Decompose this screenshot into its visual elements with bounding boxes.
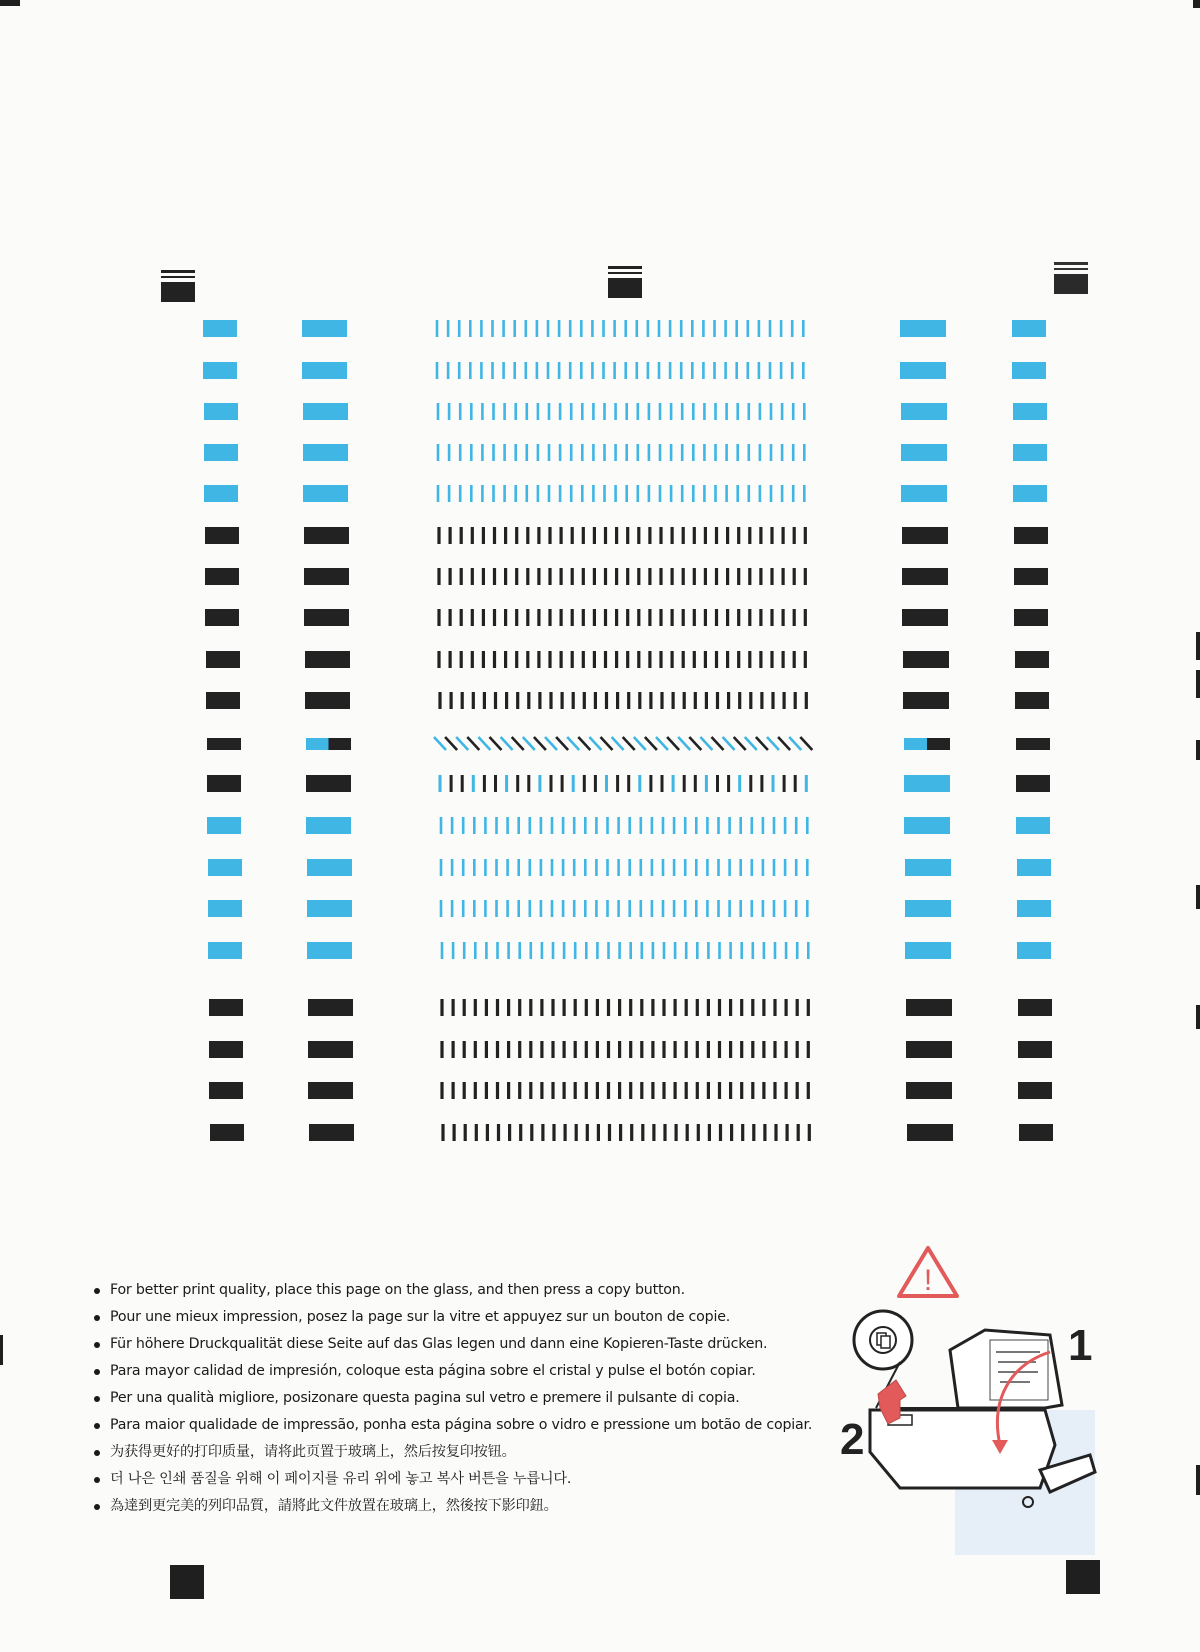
alignment-block <box>305 651 350 668</box>
comb-line <box>445 737 457 750</box>
alignment-block <box>308 999 353 1016</box>
alignment-block <box>902 568 948 585</box>
alignment-block <box>902 527 948 544</box>
comb-line <box>734 737 746 750</box>
alignment-block <box>903 651 949 668</box>
comb-line <box>434 737 446 750</box>
alignment-block <box>1012 362 1046 379</box>
alignment-block <box>308 1041 353 1058</box>
comb-line <box>589 737 601 750</box>
alignment-block <box>307 942 352 959</box>
alignment-block <box>304 527 349 544</box>
alignment-block <box>210 1124 244 1141</box>
alignment-block <box>1013 403 1047 420</box>
alignment-block <box>1016 817 1050 834</box>
edge-mark <box>1196 1465 1200 1495</box>
alignment-block <box>209 1082 243 1099</box>
comb-line <box>756 737 768 750</box>
comb-line <box>723 737 735 750</box>
instruction-es: Para mayor calidad de impresión, coloque esta página sobre el cristal y pulse el botón copiar. <box>92 1358 852 1385</box>
instruction-list <box>92 1277 852 1520</box>
instruction-pt: Para maior qualidade de impressão, ponha esta página sobre o vidro e pressione um botão de copiar. <box>92 1412 852 1439</box>
comb-line <box>700 737 712 750</box>
alignment-block <box>1014 568 1048 585</box>
comb-line <box>789 737 801 750</box>
alignment-block <box>302 320 347 337</box>
alignment-block <box>1016 775 1050 792</box>
comb-line <box>578 737 590 750</box>
alignment-block <box>205 527 239 544</box>
alignment-block <box>309 1124 354 1141</box>
alignment-block <box>901 485 947 502</box>
alignment-block <box>208 859 242 876</box>
comb-line <box>523 737 535 750</box>
instruction-fr: Pour une mieux impression, posez la page sur la vitre et appuyez sur un bouton de copie. <box>92 1304 852 1331</box>
edge-mark-left <box>0 1335 3 1365</box>
alignment-block <box>906 1041 952 1058</box>
alignment-block <box>304 609 349 626</box>
comb-line <box>678 737 690 750</box>
alignment-block <box>303 403 348 420</box>
alignment-block <box>308 1082 353 1099</box>
comb-line <box>667 737 679 750</box>
alignment-block <box>306 738 329 750</box>
alignment-block <box>206 692 240 709</box>
comb-line <box>778 737 790 750</box>
alignment-block <box>1018 1041 1052 1058</box>
comb-line <box>645 737 657 750</box>
alignment-block <box>209 1041 243 1058</box>
alignment-block <box>208 900 242 917</box>
alignment-block <box>207 817 241 834</box>
alignment-block <box>303 444 348 461</box>
alignment-block <box>307 859 352 876</box>
alignment-block <box>306 817 351 834</box>
comb-line <box>534 737 546 750</box>
comb-line <box>623 737 635 750</box>
alignment-block <box>303 485 348 502</box>
alignment-block <box>205 609 239 626</box>
registration-block-bottom-right <box>1066 1560 1100 1594</box>
alignment-block <box>1017 942 1051 959</box>
instruction-de: Für höhere Druckqualität diese Seite auf das Glas legen und dann eine Kopieren-Taste drücken. <box>92 1331 852 1358</box>
registration-block-bottom-left <box>170 1565 204 1599</box>
alignment-block <box>207 738 241 750</box>
alignment-block <box>906 1082 952 1099</box>
alignment-block <box>1013 485 1047 502</box>
alignment-block <box>1014 609 1048 626</box>
alignment-block <box>206 651 240 668</box>
alignment-block <box>304 568 349 585</box>
comb-line <box>634 737 646 750</box>
alignment-block <box>204 444 238 461</box>
instruction-ko: 더 나은 인쇄 품질을 위해 이 페이지를 유리 위에 놓고 복사 버튼을 누릅니다. <box>92 1466 852 1493</box>
alignment-block <box>1018 1082 1052 1099</box>
comb-line <box>745 737 757 750</box>
comb-line <box>612 737 624 750</box>
alignment-block <box>927 738 950 750</box>
comb-line <box>501 737 513 750</box>
step-2-label: 2 <box>840 1415 865 1464</box>
alignment-block <box>207 775 241 792</box>
comb-line <box>490 737 502 750</box>
alignment-block <box>900 320 946 337</box>
alignment-block <box>902 609 948 626</box>
comb-line <box>545 737 557 750</box>
alignment-block <box>1017 900 1051 917</box>
comb-line <box>800 737 812 750</box>
comb-line <box>567 737 579 750</box>
comb-line <box>456 737 468 750</box>
alignment-block <box>901 403 947 420</box>
alignment-block <box>307 900 352 917</box>
comb-line <box>512 737 524 750</box>
alignment-block <box>205 568 239 585</box>
warning-symbol: ! <box>923 1264 933 1297</box>
warning-triangle-icon <box>899 1248 957 1297</box>
alignment-block <box>306 775 351 792</box>
comb-line <box>556 737 568 750</box>
comb-line <box>467 737 479 750</box>
alignment-block <box>904 738 927 750</box>
alignment-block <box>1018 999 1052 1016</box>
instruction-it: Per una qualità migliore, posizonare questa pagina sul vetro e premere il pulsante di copia. <box>92 1385 852 1412</box>
alignment-block <box>329 738 352 750</box>
alignment-block <box>302 362 347 379</box>
alignment-block <box>900 362 946 379</box>
instruction-en: For better print quality, place this page on the glass, and then press a copy button. <box>92 1277 852 1304</box>
alignment-block <box>305 692 350 709</box>
alignment-block <box>904 817 950 834</box>
alignment-block <box>203 362 237 379</box>
alignment-block <box>1019 1124 1053 1141</box>
alignment-block <box>204 485 238 502</box>
alignment-block <box>203 320 237 337</box>
alignment-block <box>1016 738 1050 750</box>
alignment-block <box>1013 444 1047 461</box>
copy-instruction-illustration <box>840 1240 1100 1560</box>
alignment-block <box>1015 692 1049 709</box>
alignment-block <box>903 692 949 709</box>
alignment-block <box>208 942 242 959</box>
comb-line <box>656 737 668 750</box>
alignment-block <box>904 775 950 792</box>
copy-button-icon <box>854 1311 912 1369</box>
alignment-block <box>1015 651 1049 668</box>
instruction-zh-tw: 為達到更完美的列印品質，請將此文件放置在玻璃上，然後按下影印鈕。 <box>92 1493 852 1520</box>
alignment-block <box>209 999 243 1016</box>
alignment-block <box>905 900 951 917</box>
step-1-label: 1 <box>1068 1321 1093 1370</box>
instruction-zh-cn: 为获得更好的打印质量，请将此页置于玻璃上，然后按复印按钮。 <box>92 1439 852 1466</box>
alignment-block <box>1012 320 1046 337</box>
alignment-block <box>901 444 947 461</box>
comb-line <box>478 737 490 750</box>
alignment-block <box>204 403 238 420</box>
alignment-block <box>907 1124 953 1141</box>
alignment-block <box>905 942 951 959</box>
comb-line <box>601 737 613 750</box>
alignment-block <box>906 999 952 1016</box>
alignment-block <box>905 859 951 876</box>
comb-line <box>767 737 779 750</box>
alignment-block <box>1014 527 1048 544</box>
comb-line <box>712 737 724 750</box>
alignment-block <box>1017 859 1051 876</box>
comb-line <box>689 737 701 750</box>
